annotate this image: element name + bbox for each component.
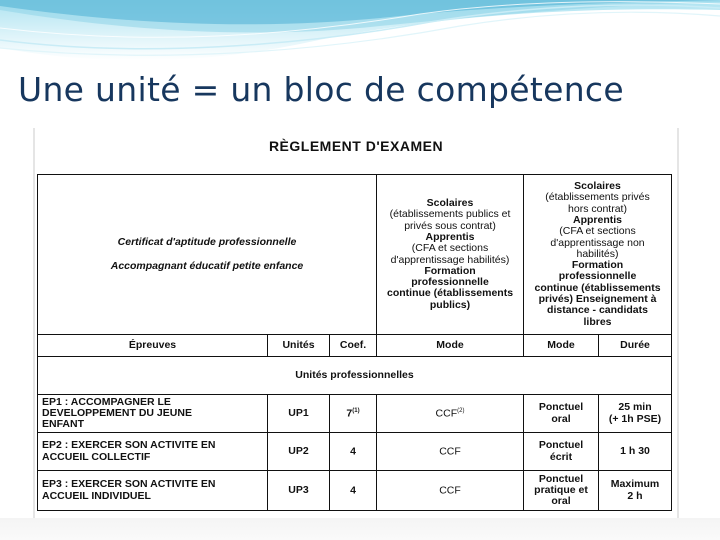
group-line: Scolaires — [574, 179, 621, 192]
group-line: hors contrat) — [568, 202, 627, 215]
duree-cell — [599, 433, 672, 471]
epreuve-line: ACCUEIL INDIVIDUEL — [42, 489, 151, 502]
table-row — [38, 433, 672, 471]
table-row — [38, 471, 672, 511]
epreuve-cell — [38, 471, 268, 511]
coef-cell — [330, 433, 377, 471]
mode-cell — [377, 471, 524, 511]
column-header-epreuves: Épreuves — [38, 335, 268, 357]
epreuve-line: EP3 : EXERCER SON ACTIVITE EN — [42, 478, 216, 491]
mode-line: oral — [551, 412, 571, 425]
group-line: continue (établissements — [534, 281, 661, 294]
coef-value: 4 — [350, 445, 356, 458]
mode-ponctuel-cell — [524, 433, 599, 471]
group-line: distance - candidats — [547, 304, 648, 317]
section-heading: Unités professionnelles — [38, 357, 672, 395]
epreuve-cell — [38, 433, 268, 471]
duree-cell — [599, 395, 672, 433]
mode-ponctuel-cell — [524, 395, 599, 433]
group-line: professionnelle — [411, 276, 489, 289]
mode-line: Ponctuel — [538, 439, 584, 452]
epreuve-line: ACCUEIL COLLECTIF — [42, 450, 151, 463]
mode-value: CCF — [439, 445, 461, 458]
group-line: d'apprentissage habilités) — [390, 253, 510, 266]
group-line: (établissements publics et — [389, 208, 511, 221]
column-header-coef: Coef. — [330, 335, 377, 357]
mode-line: écrit — [549, 450, 573, 463]
slide-title: Une unité = un bloc de compétence — [18, 70, 624, 109]
certificate-specialty: Accompagnant éducatif petite enfance — [110, 259, 304, 272]
duree-line: 1 h 30 — [620, 444, 650, 457]
duree-line: Maximum — [610, 478, 660, 491]
section-row — [38, 357, 672, 395]
group-line: habilités) — [576, 247, 619, 260]
epreuve-cell — [38, 395, 268, 433]
mode-ponctuel-cell — [524, 471, 599, 511]
mode-line: Ponctuel — [538, 401, 584, 414]
header-banner — [0, 0, 720, 80]
epreuve-line: DEVELOPPEMENT DU JEUNE — [42, 406, 192, 419]
group-line: (établissements privés — [545, 191, 650, 204]
exam-table — [37, 174, 672, 511]
coef-value: 4 — [350, 484, 356, 497]
mode-group-private — [524, 175, 672, 335]
group-line: (CFA et sections — [411, 242, 489, 255]
group-line: professionnelle — [558, 270, 637, 283]
document-title: RÈGLEMENT D'EXAMEN — [268, 138, 444, 154]
duree-line: 2 h — [627, 489, 643, 502]
duree-cell — [599, 471, 672, 511]
duree-line: 25 min — [618, 401, 652, 414]
coef-footnote: (1) — [352, 407, 360, 414]
mode-line: pratique et — [534, 483, 588, 496]
mode-line: Ponctuel — [538, 472, 584, 485]
page-bottom-edge — [0, 518, 720, 540]
group-line: (CFA et sections — [559, 225, 636, 238]
coef-cell — [330, 471, 377, 511]
group-line: Formation — [424, 264, 476, 277]
mode-cell — [377, 433, 524, 471]
column-header-row — [38, 335, 672, 357]
table-row — [38, 395, 672, 433]
group-line: publics) — [429, 298, 471, 311]
group-line: Apprentis — [425, 230, 475, 243]
group-line: Apprentis — [573, 213, 623, 226]
unit-cell: UP3 — [268, 471, 330, 511]
certificate-title: Certificat d'aptitude professionnelle — [117, 236, 297, 249]
column-header-duree: Durée — [599, 335, 672, 357]
group-line: Formation — [571, 259, 624, 272]
mode-value: CCF — [435, 407, 458, 420]
coef-cell — [330, 395, 377, 433]
epreuve-line: EP1 : ACCOMPAGNER LE — [42, 395, 171, 408]
group-line: privés) Enseignement à — [538, 293, 657, 306]
group-line: continue (établissements — [387, 287, 514, 300]
mode-group-public — [377, 175, 524, 335]
group-line: d'apprentissage non — [550, 236, 645, 249]
group-line: privés sous contrat) — [404, 219, 496, 232]
group-line: libres — [583, 315, 612, 328]
coef-value: 7 — [346, 407, 353, 420]
epreuve-line: EP2 : EXERCER SON ACTIVITE EN — [42, 439, 216, 452]
unit-cell: UP1 — [268, 395, 330, 433]
column-header-mode: Mode — [377, 335, 524, 357]
epreuve-line: ENFANT — [42, 418, 84, 431]
group-line: Scolaires — [426, 196, 474, 209]
mode-cell — [377, 395, 524, 433]
mode-line: oral — [551, 495, 571, 508]
mode-footnote: (2) — [457, 407, 465, 414]
mode-value: CCF — [439, 484, 461, 497]
certificate-cell — [38, 175, 377, 335]
duree-line: (+ 1h PSE) — [608, 412, 662, 425]
exam-document — [33, 128, 679, 522]
column-header-mode-ponctuel: Mode — [524, 335, 599, 357]
unit-cell: UP2 — [268, 433, 330, 471]
column-header-unites: Unités — [268, 335, 330, 357]
table-header-row — [38, 175, 672, 335]
